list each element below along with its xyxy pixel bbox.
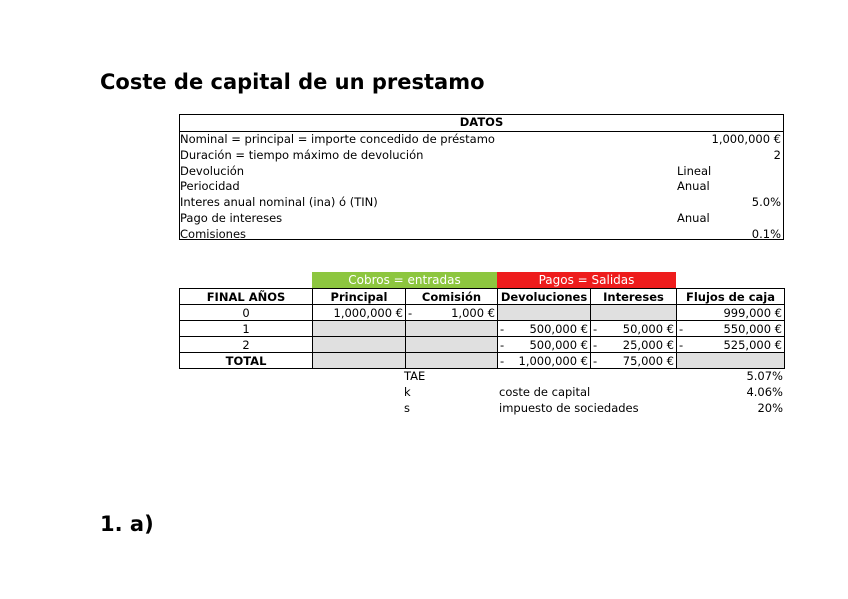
datos-value: 1,000,000 € — [711, 132, 781, 146]
datos-row — [180, 211, 783, 227]
principal-cell — [313, 321, 406, 337]
summary-description: impuesto de sociedades — [499, 401, 639, 415]
devoluciones-cell — [498, 337, 591, 353]
datos-mid: Lineal — [677, 163, 712, 178]
datos-header: DATOS — [180, 115, 783, 132]
col-header-devoluciones: Devoluciones — [498, 289, 591, 305]
datos-row — [180, 132, 783, 148]
pagos-group-header: Pagos = Salidas — [497, 272, 676, 288]
cash-flow-table — [179, 288, 785, 369]
datos-row — [180, 179, 783, 195]
neg-sign: - — [500, 353, 505, 368]
datos-row — [180, 164, 783, 180]
comision-cell — [406, 321, 498, 337]
neg-sign: - — [593, 321, 598, 336]
neg-sign: - — [500, 337, 505, 352]
summary-description: coste de capital — [499, 385, 591, 399]
neg-sign: - — [593, 337, 598, 352]
col-header-flujos: Flujos de caja — [677, 289, 785, 305]
page-title: Coste de capital de un prestamo — [100, 70, 485, 94]
table-row — [180, 337, 785, 353]
table-row — [180, 321, 785, 337]
cobros-group-header: Cobros = entradas — [312, 272, 497, 288]
summary-symbol: s — [404, 401, 410, 415]
intereses-cell — [591, 321, 677, 337]
summary-value: 5.07% — [746, 369, 783, 383]
neg-sign: - — [679, 337, 684, 352]
principal-cell: 1,000,000 € — [313, 305, 406, 321]
devoluciones-value: 500,000 € — [529, 321, 588, 336]
devoluciones-cell — [498, 305, 591, 321]
datos-value: 5.0% — [751, 195, 781, 210]
intereses-value: 25,000 € — [622, 337, 674, 352]
neg-sign: - — [500, 321, 505, 336]
devoluciones-cell — [498, 353, 591, 369]
table-row — [180, 305, 785, 321]
section-heading: 1. a) — [100, 512, 154, 536]
datos-label: Interes anual nominal (ina) ó (TIN) — [180, 195, 378, 210]
flujos-cell — [677, 337, 785, 353]
comision-cell — [406, 305, 498, 321]
total-label: TOTAL — [180, 353, 313, 369]
intereses-value: 50,000 € — [622, 321, 674, 336]
datos-table — [179, 114, 784, 240]
year-cell: 2 — [180, 337, 313, 353]
datos-value: 2 — [773, 147, 781, 162]
year-cell: 0 — [180, 305, 313, 321]
comision-value: 1,000 € — [451, 305, 495, 320]
comision-cell — [406, 353, 498, 369]
comision-cell — [406, 337, 498, 353]
datos-row — [180, 195, 783, 211]
datos-label: Devolución — [180, 163, 245, 178]
flujos-cell — [677, 321, 785, 337]
neg-sign: - — [679, 321, 684, 336]
principal-cell — [313, 337, 406, 353]
devoluciones-value: 500,000 € — [529, 337, 588, 352]
year-cell: 1 — [180, 321, 313, 337]
intereses-cell — [591, 305, 677, 321]
neg-sign: - — [408, 305, 413, 320]
principal-cell — [313, 353, 406, 369]
col-header-principal: Principal — [313, 289, 406, 305]
intereses-cell — [591, 337, 677, 353]
flujos-cell — [677, 353, 785, 369]
datos-mid: Anual — [677, 210, 710, 225]
datos-mid: Anual — [677, 179, 710, 194]
summary-symbol: TAE — [404, 369, 426, 383]
datos-label: Periocidad — [180, 179, 240, 194]
flujos-value: 550,000 € — [723, 321, 782, 336]
datos-row — [180, 227, 783, 243]
intereses-cell — [591, 353, 677, 369]
col-header-comision: Comisión — [406, 289, 498, 305]
summary-value: 20% — [757, 401, 783, 415]
flujos-value: 525,000 € — [723, 337, 782, 352]
devoluciones-cell — [498, 321, 591, 337]
datos-value: 0.1% — [751, 226, 781, 241]
datos-label: Duración = tiempo máximo de devolución — [180, 147, 424, 162]
datos-label: Pago de intereses — [180, 210, 283, 225]
col-header-intereses: Intereses — [591, 289, 677, 305]
col-header-year: FINAL AÑOS — [180, 289, 313, 305]
summary-symbol: k — [404, 385, 411, 399]
datos-label: Comisiones — [180, 226, 247, 241]
datos-row — [180, 148, 783, 164]
intereses-value: 75,000 € — [622, 353, 674, 368]
flujos-cell: 999,000 € — [677, 305, 785, 321]
summary-value: 4.06% — [746, 385, 783, 399]
devoluciones-value: 1,000,000 € — [518, 353, 588, 368]
datos-label: Nominal = principal = importe concedido de préstamo — [180, 132, 495, 146]
table-header-row — [180, 289, 785, 305]
neg-sign: - — [593, 353, 598, 368]
table-total-row — [180, 353, 785, 369]
